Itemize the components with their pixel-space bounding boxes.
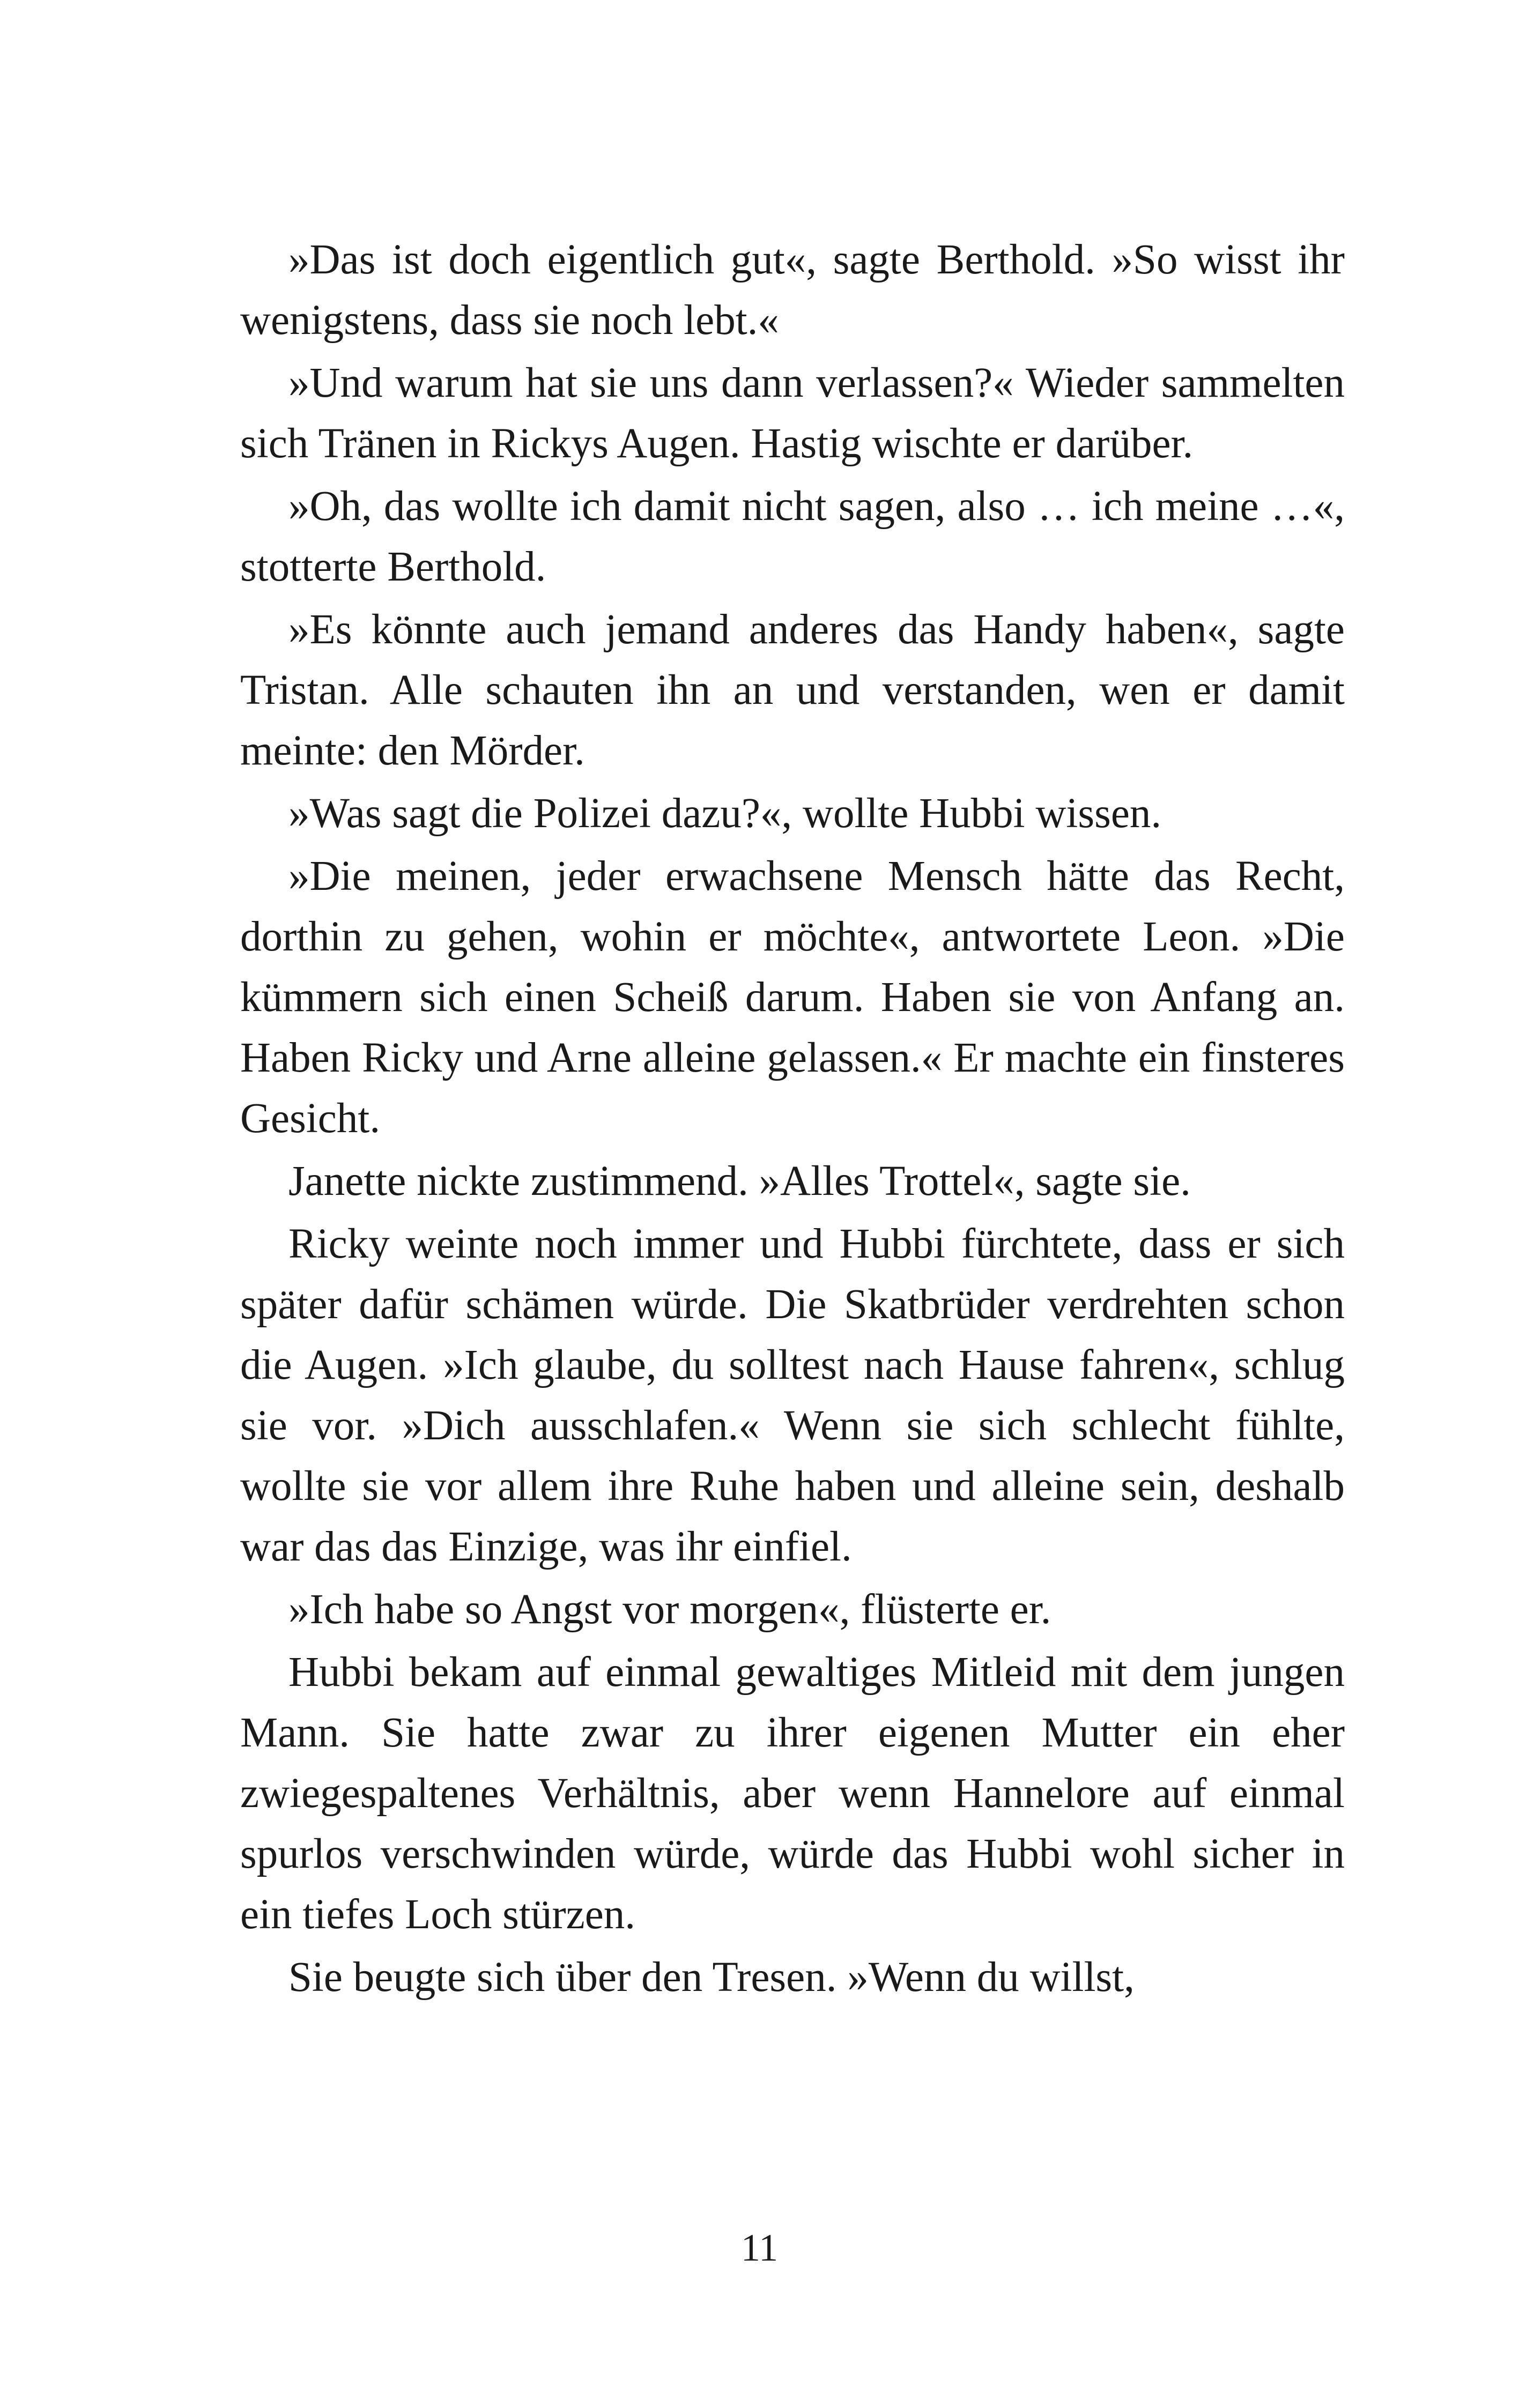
page-number: 11 [740,2226,779,2269]
paragraph: »Und warum hat sie uns dann verlassen?« Wieder sammelten sich Tränen in Rickys Augen. Hastig wischte er darüber. [240,360,1345,467]
paragraph: »Ich habe so Angst vor morgen«, flüsterte er. [288,1586,1051,1633]
paragraph: »Das ist doch eigentlich gut«, sagte Berthold. »So wisst ihr wenigstens, dass sie noch lebt.« [240,236,1345,344]
paragraph: »Die meinen, jeder erwachsene Mensch hätte das Recht, dorthin zu gehen, wohin er möchte«, antwortete Leon. »Die kümmern sich einen Scheiß darum. Haben sie von Anfang an. Haben Ricky und Arne alleine gelassen.« Er machte ein finsteres Gesicht. [240,853,1345,1142]
page-body [240,229,1345,2010]
paragraph: »Oh, das wollte ich damit nicht sagen, also … ich meine …«, stotterte Berthold. [240,483,1345,590]
paragraph: Sie beugte sich über den Tresen. »Wenn du willst, [288,1954,1135,2001]
paragraph: »Was sagt die Polizei dazu?«, wollte Hubbi wissen. [288,790,1162,837]
paragraph: Ricky weinte noch immer und Hubbi fürchtete, dass er sich später dafür schämen würde. Die Skatbrüder verdrehten schon die Augen. »Ich glaube, du solltest nach Hause fahren«, schlug sie vor. »Dich ausschlafen.« Wenn sie sich schlecht fühlte, wollte sie vor allem ihre Ruhe haben und alleine sein, deshalb war das das Einzige, was ihr einfiel. [240,1221,1345,1570]
paragraph: Janette nickte zustimmend. »Alles Trottel«, sagte sie. [288,1158,1191,1205]
paragraph: Hubbi bekam auf einmal gewaltiges Mitleid mit dem jungen Mann. Sie hatte zwar zu ihrer eigenen Mutter ein eher zwiegespaltenes Verhältnis, aber wenn Hannelore auf einmal spurlos verschwinden würde, würde das Hubbi wohl sicher in ein tiefes Loch stürzen. [240,1649,1345,1938]
paragraph: »Es könnte auch jemand anderes das Handy haben«, sagte Tristan. Alle schauten ihn an und verstanden, wen er damit meinte: den Mörder. [240,606,1345,774]
